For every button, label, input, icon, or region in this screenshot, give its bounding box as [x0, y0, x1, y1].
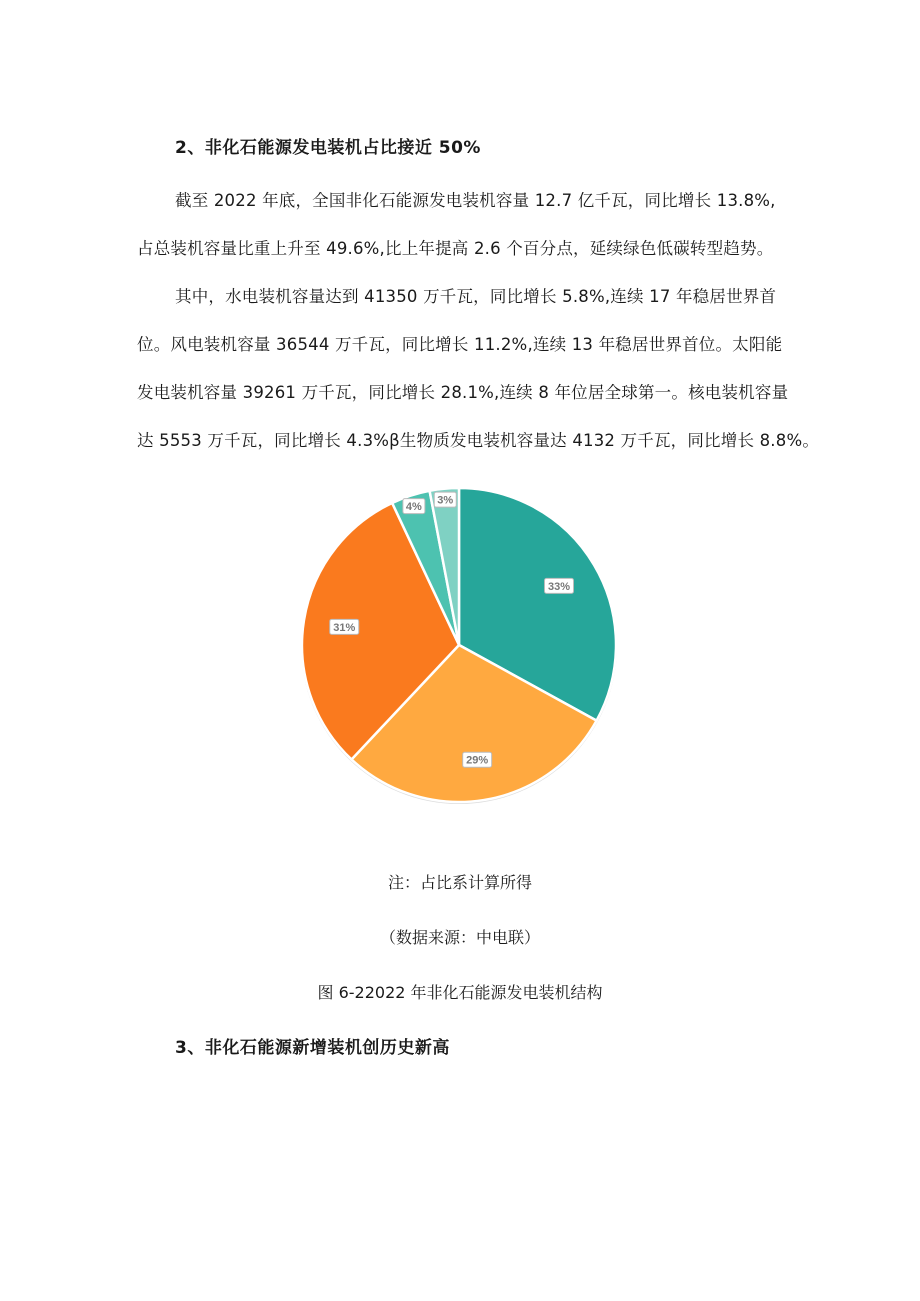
paragraph-line-3: 其中，水电装机容量达到 41350 万千瓦，同比增长 5.8%,连续 17 年稳居世界首 [175, 287, 777, 306]
pie-label-text-1: 33% [547, 580, 571, 593]
pie-label-1 [545, 578, 574, 593]
paragraph-line-5: 发电装机容量 39261 万千瓦，同比增长 28.1%,连续 8 年位居全球第一。核电装机容量 [137, 383, 789, 402]
chart-note: 注：占比系计算所得 [387, 873, 532, 892]
chart-source: （数据来源：中电联） [379, 928, 540, 947]
paragraph-line-4: 位。风电装机容量 36544 万千瓦，同比增长 11.2%,连续 13 年稳居世界首位。太阳能 [137, 335, 783, 354]
section-2-heading: 2、非化石能源发电装机占比接近 50% [175, 138, 481, 158]
pie-label-text-4: 4% [405, 501, 422, 514]
paragraph-line-6: 达 5553 万千瓦，同比增长 4.3%β生物质发电装机容量达 4132 万千瓦，同比增长 8.8%。 [137, 431, 820, 450]
pie-chart-svg [290, 485, 630, 815]
pie-label-text-5: 3% [437, 494, 454, 507]
pie-label-4 [403, 499, 425, 514]
pie-label-2 [463, 752, 492, 767]
pie-label-text-2: 29% [466, 754, 489, 767]
pie-label-5 [434, 492, 456, 507]
paragraph-line-2: 占总装机容量比重上升至 49.6%,比上年提高 2.6 个百分点，延续绿色低碳转型趋势。 [137, 239, 774, 258]
pie-label-text-3: 31% [333, 621, 356, 634]
figure-title: 图 6-22022 年非化石能源发电装机结构 [317, 983, 603, 1002]
section-3-heading: 3、非化石能源新增装机创历史新高 [175, 1038, 450, 1058]
pie-chart [290, 485, 630, 815]
paragraph-line-1: 截至 2022 年底，全国非化石能源发电装机容量 12.7 亿千瓦，同比增长 13.8%, [175, 191, 776, 210]
pie-label-3 [330, 619, 359, 634]
